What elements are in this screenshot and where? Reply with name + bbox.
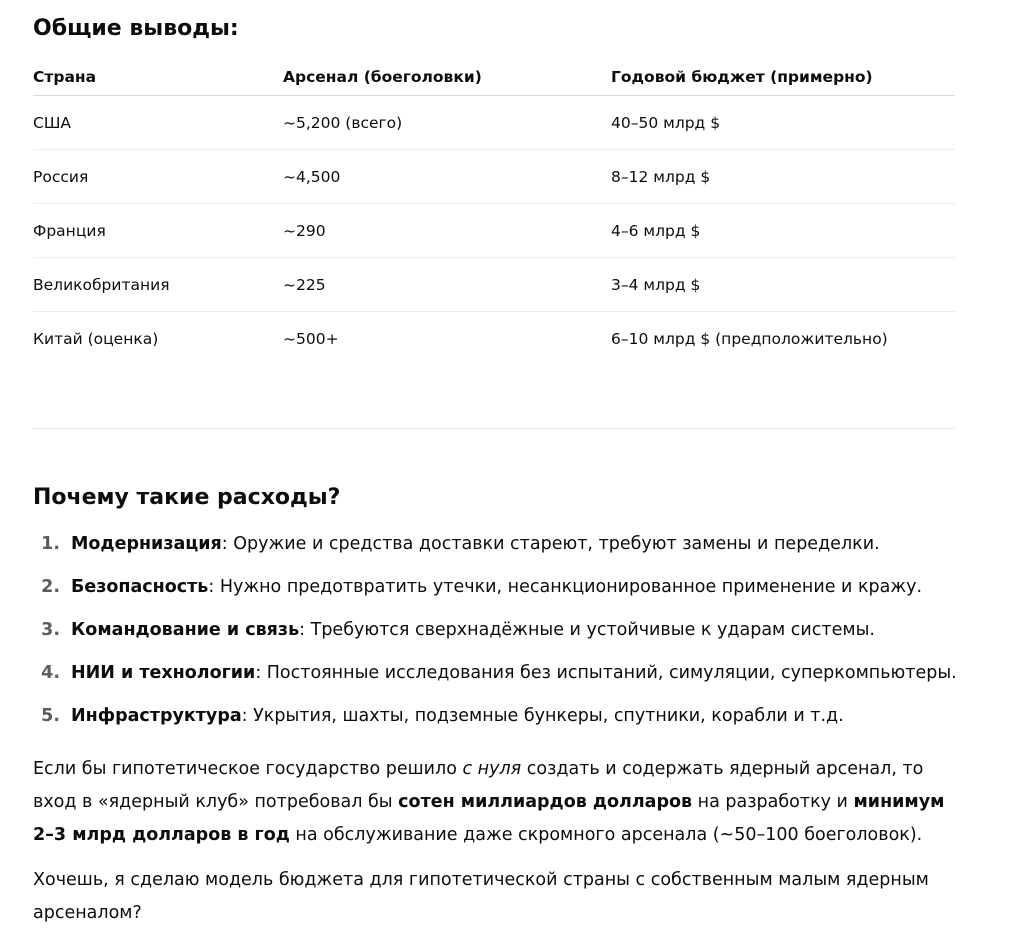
table-row (33, 258, 955, 312)
table-header-row (33, 58, 955, 96)
cell-arsenal: ~5,200 (всего) (283, 96, 611, 150)
cell-budget: 3–4 млрд $ (611, 258, 955, 312)
conclusion-text: создать и содержать ядерный арсенал, то вход в «ядерный клуб» потребовал бы (33, 759, 924, 812)
list-item-text: : Укрытия, шахты, подземные бункеры, спутники, корабли и т.д. (241, 706, 844, 726)
cell-arsenal: ~500+ (283, 329, 339, 348)
column-header-budget: Годовой бюджет (примерно) (611, 58, 955, 96)
column-header-country: Страна (33, 58, 283, 96)
list-item-number: 2. (41, 577, 60, 597)
section-title-summary: Общие выводы: (33, 16, 239, 41)
list-item-number: 4. (41, 663, 60, 683)
list-item-term: Безопасность (71, 577, 209, 597)
conclusion-paragraph (33, 753, 963, 852)
list-item-term: Инфраструктура (71, 706, 242, 726)
cell-budget: 40–50 млрд $ (611, 96, 955, 150)
list-item (33, 571, 993, 614)
table-row (33, 96, 955, 150)
summary-table (33, 58, 955, 365)
cell-arsenal: ~290 (283, 204, 611, 258)
list-item-term: НИИ и технологии (71, 663, 256, 683)
cell-country: Франция (33, 204, 283, 258)
conclusion-emphasis: с нуля (462, 759, 522, 779)
list-item-number: 1. (41, 534, 60, 554)
cell-budget: 8–12 млрд $ (611, 150, 955, 204)
cell-arsenal: ~225 (283, 258, 611, 312)
conclusion-highlight: сотен миллиардов долларов (398, 792, 693, 812)
cell-country: Россия (33, 150, 283, 204)
list-item-term: Модернизация (71, 534, 222, 554)
cell-budget: 6–10 млрд $ (предположительно) (611, 329, 888, 348)
cell-arsenal: ~4,500 (283, 150, 611, 204)
table-row (33, 150, 955, 204)
list-item-term: Командование и связь (71, 620, 300, 640)
reasons-list (33, 528, 993, 743)
list-item-text: : Постоянные исследования без испытаний, симуляции, суперкомпьютеры. (255, 663, 957, 683)
cell-country: Китай (оценка) (33, 329, 159, 348)
list-item-text: : Нужно предотвратить утечки, несанкционированное применение и кражу. (208, 577, 923, 597)
list-item (33, 614, 993, 657)
list-item-text: : Оружие и средства доставки стареют, требуют замены и переделки. (221, 534, 880, 554)
section-title-reasons: Почему такие расходы? (33, 485, 341, 510)
conclusion-text: Если бы гипотетическое государство решило (33, 759, 463, 779)
table-row (33, 204, 955, 258)
list-item (33, 657, 993, 700)
list-item-text: : Требуются сверхнадёжные и устойчивые к ударам системы. (299, 620, 875, 640)
conclusion-text: на разработку и (692, 792, 854, 812)
list-item (33, 700, 993, 743)
cell-country: США (33, 96, 283, 150)
cell-country: Великобритания (33, 258, 283, 312)
horizontal-divider (33, 428, 955, 429)
list-item-number: 5. (41, 706, 60, 726)
cell-budget: 4–6 млрд $ (611, 204, 955, 258)
list-item-number: 3. (41, 620, 60, 640)
column-header-arsenal: Арсенал (боеголовки) (283, 58, 611, 96)
list-item (33, 528, 993, 571)
conclusion-text: на обслуживание даже скромного арсенала (~50–100 боеголовок). (289, 825, 923, 845)
table-row (33, 312, 955, 366)
conclusion-highlight: минимум 2–3 млрд долларов в год (33, 792, 945, 845)
follow-up-question: Хочешь, я сделаю модель бюджета для гипотетической страны с собственным малым ядерным арсеналом? (33, 870, 929, 923)
